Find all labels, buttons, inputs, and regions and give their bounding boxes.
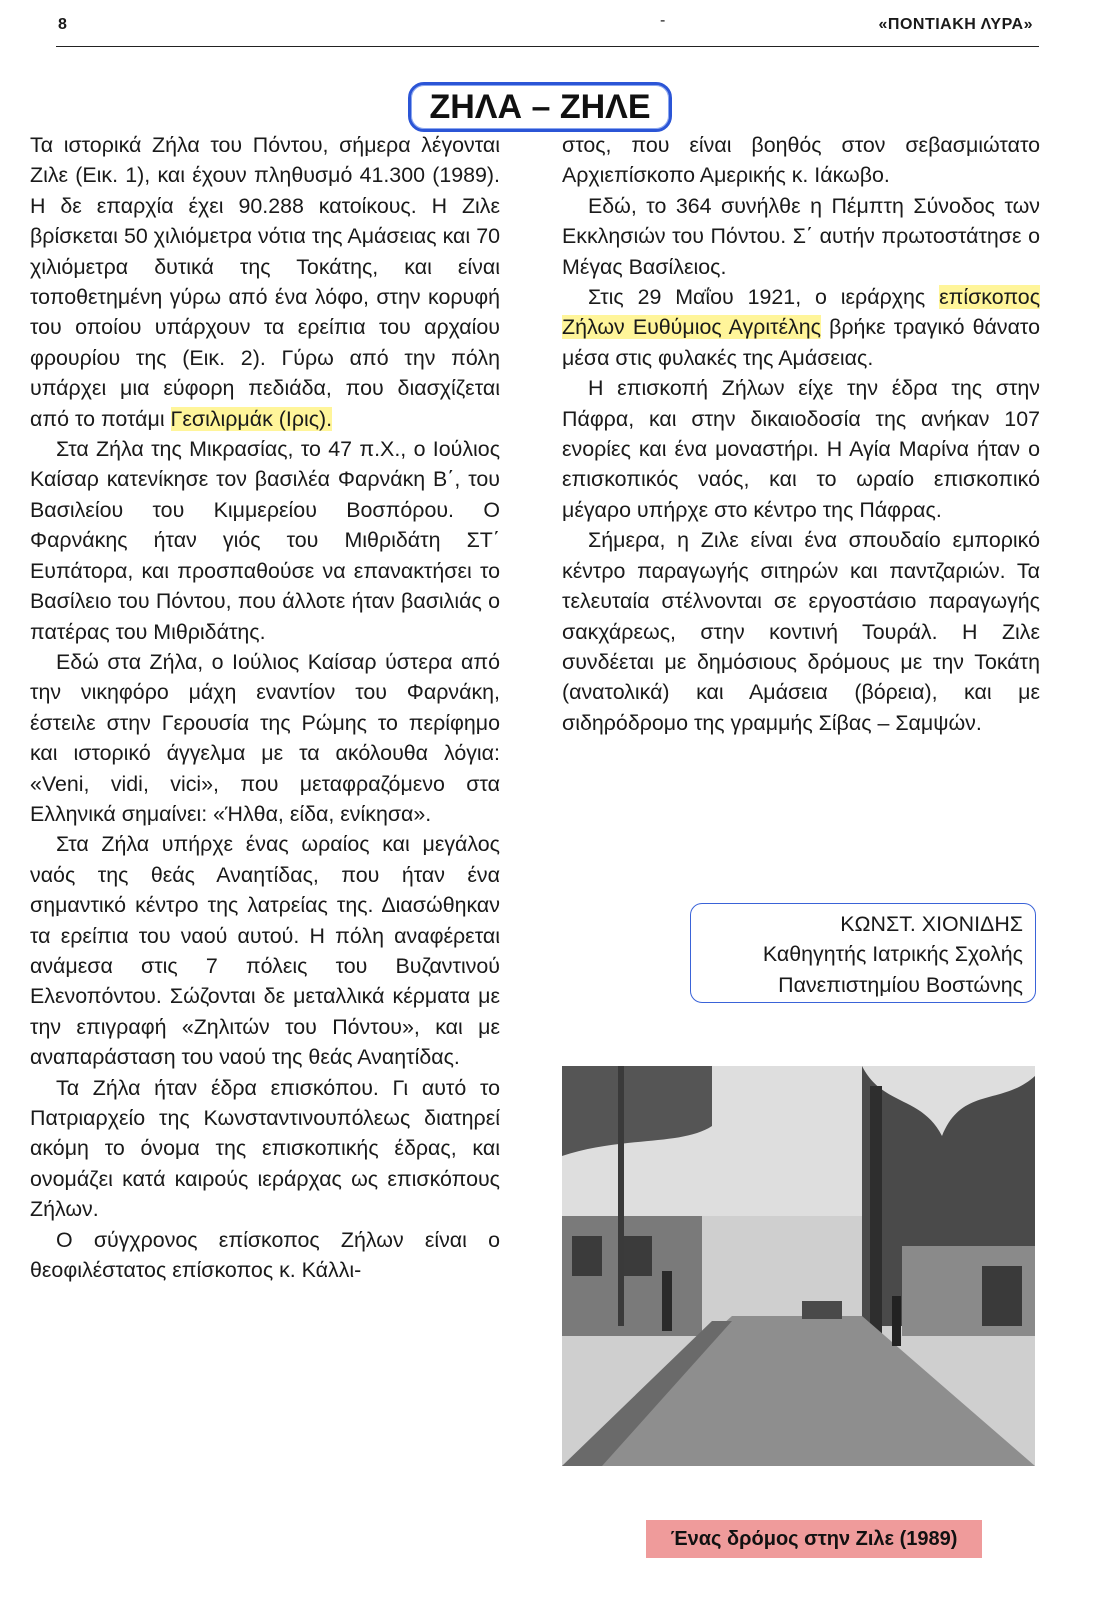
header-rule: [56, 46, 1039, 47]
paragraph-intro: [30, 130, 500, 434]
paragraph-synod: Εδώ, το 364 συνήλθε η Πέμπτη Σύνοδος των Εκκλησιών του Πόντου. Σ΄ αυτήν πρωτοστάτησε ο Μέγας Βασίλειος.: [562, 193, 1040, 279]
author-title: Καθηγητής Ιατρικής Σχολής: [762, 942, 1023, 967]
paragraph-1921: [562, 282, 1040, 373]
magazine-title: «ΠΟΝΤΙΑΚΗ ΛΥΡΑ»: [878, 16, 1033, 33]
author-university: Πανεπιστημίου Βοστώνης: [778, 972, 1023, 997]
article-title: ΖΗΛΑ – ΖΗΛΕ: [408, 82, 672, 132]
street-photo-illustration: [562, 1066, 1035, 1466]
author-name: ΚΩΝΣΤ. ΧΙΟΝΙΔΗΣ: [840, 912, 1023, 936]
paragraph-intro-text: Τα ιστορικά Ζήλα του Πόντου, σήμερα λέγονται Ζιλε (Εικ. 1), και έχουν πληθυσμό 41.300 (1989). Η δε επαρχία έχει 90.288 κατοίκους. Η Ζιλε βρίσκεται 50 χιλιόμετρα νότια της Αμάσειας και 70 χιλιόμετρα δυτικά της Τοκάτης, και είναι τοποθετημένη γύρω από ένα λόφο, στην κορυφή του οποίου υπάρχουν τα ερείπια του αρχαίου φρουρίου της (Εικ. 2). Γύρω από την πόλη υπάρχει μια εύφορη πεδιάδα, που διασχίζεται από το ποτάμι: [30, 133, 500, 431]
page-number: 8: [58, 16, 67, 33]
paragraph-pafra: Η επισκοπή Ζήλων είχε την έδρα της στην Πάφρα, και στην δικαιοδοσία της ανήκαν 107 ενορίες και ένα μοναστήρι. Η Αγία Μαρίνα ήταν ο επισκοπικός ναός, και το ωραίο επισκοπικό μέγαρο υπήρχε στο κέντρο της Πάφρας.: [562, 376, 1040, 522]
paragraph-bishopric: Τα Ζήλα ήταν έδρα επισκόπου. Γι αυτό το Πατριαρχείο της Κωνσταντινουπόλεως διατηρεί ακόμη το όνομα της επισκοπικής έδρας, και ονομάζει κατά καιρούς ιεράρχας ως επισκόπους Ζήλων.: [30, 1075, 500, 1222]
paragraph-1921-end: βρήκε τραγικό θάνατο μέσα στις φυλακές της Αμάσειας.: [562, 315, 1040, 370]
river-highlight: Γεσιλιρμάκ (Ιρις).: [170, 406, 333, 431]
paragraph-veni-vidi-vici: Εδώ στα Ζήλα, ο Ιούλιος Καίσαρ ύστερα από την νικηφόρο μάχη εναντίον του Φαρνάκη, έστειλε στην Γερουσία της Ρώμης το περίφημο και ιστορικό άγγελμα με τα ακόλουθα λόγια: «Veni, vidi, vici», που μεταφραζόμενο στα Ελληνικά σημαίνει: «Ήλθα, είδα, ενίκησα».: [30, 649, 500, 826]
street-photo: [562, 1066, 1035, 1466]
author-signature: [690, 903, 1036, 1003]
paragraph-temple: Στα Ζήλα υπήρχε ένας ωραίος και μεγάλος ναός της θεάς Αναητίδας, που ήταν ένα σημαντικό κέντρο της λατρείας της. Διασώθηκαν τα ερείπια του ναού αυτού. Η πόλη αναφέρεται ανάμεσα στις 7 πόλεις του Βυζαντινού Ελενοπόντου. Σώζονται δε μεταλλικά κέρματα με την επιγραφή «Ζηλιτών του Πόντου», και με αναπαράσταση του ναού της θεάς Αναητίδας.: [30, 832, 500, 1070]
left-column: [30, 130, 500, 1285]
paragraph-modern-bishop: Ο σύγχρονος επίσκοπος Ζήλων είναι ο θεοφιλέστατος επίσκοπος κ. Κάλλι-: [30, 1227, 500, 1283]
right-column: [562, 130, 1040, 738]
paragraph-continuation: στος, που είναι βοηθός στον σεβασμιώτατο Αρχιεπίσκοπο Αμερικής κ. Ιάκωβο.: [562, 133, 1040, 188]
page-header: [0, 0, 1095, 52]
header-dash: -: [660, 12, 666, 29]
bishop-highlight: επίσκοπος Ζήλων Ευθύμιος Αγριτέλης: [562, 285, 1040, 340]
paragraph-1921-text: Στις 29 Μαΐου 1921, ο ιεράρχης: [588, 285, 926, 310]
paragraph-today: Σήμερα, η Ζιλε είναι ένα σπουδαίο εμπορικό κέντρο παραγωγής σιτηρών και παντζαριών. Τα τελευταία στέλνονται σε εργοστάσιο παραγωγής σακχάρεως, στην κοντινή Τουράλ. Η Ζιλε συνδέεται με δημόσιους δρόμους με την Τοκάτη (ανατολικά) και Αμάσεια (βόρεια), και με σιδηρόδρομο της γραμμής Σίβας – Σαμψών.: [562, 528, 1040, 735]
photo-caption: Ένας δρόμος στην Ζιλε (1989): [646, 1520, 982, 1558]
paragraph-caesar: Στα Ζήλα της Μικρασίας, το 47 π.Χ., ο Ιούλιος Καίσαρ κατενίκησε τον βασιλέα Φαρνάκη Β΄, του Βασιλείου του Κιμμερείου Βοσπόρου. Ο Φαρνάκης ήταν γιός του Μιθριδάτη ΣΤ΄ Ευπάτορα, και προσπαθούσε να επανακτήσει το Βασίλειο του Πόντου, που άλλοτε ήταν βασιλιάς ο πατέρας του Μιθριδάτης.: [30, 437, 500, 644]
